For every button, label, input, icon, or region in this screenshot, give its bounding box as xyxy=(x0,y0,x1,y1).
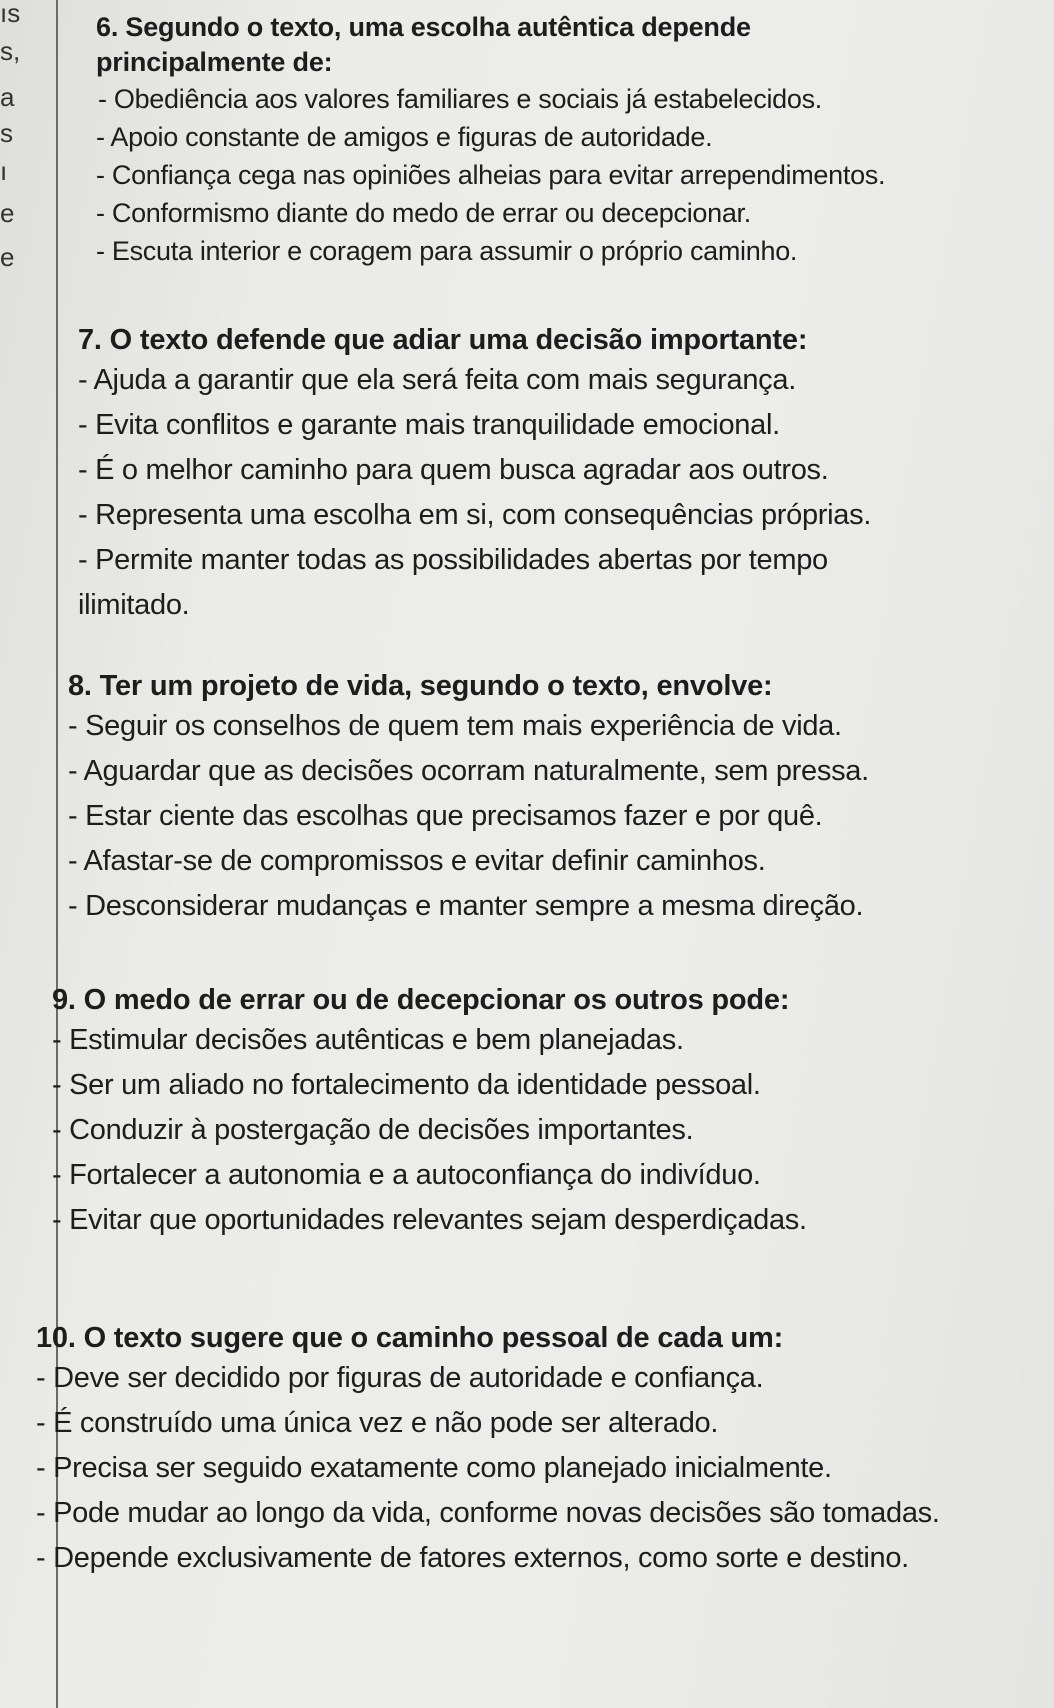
answer-option: - Depende exclusivamente de fatores externos, como sorte e destino. xyxy=(36,1542,909,1574)
answer-option: - Evitar que oportunidades relevantes sejam desperdiçadas. xyxy=(52,1204,807,1236)
question-title: 10. O texto sugere que o caminho pessoal de cada um: xyxy=(36,1322,784,1354)
answer-option: - Deve ser decidido por figuras de autoridade e confiança. xyxy=(36,1362,764,1394)
question-title: 6. Segundo o texto, uma escolha autêntica depende principalmente de: xyxy=(96,12,751,77)
question-8 xyxy=(0,668,998,929)
answer-option: - Aguardar que as decisões ocorram naturalmente, sem pressa. xyxy=(68,755,869,787)
answer-option: - Precisa ser seguido exatamente como planejado inicialmente. xyxy=(36,1452,832,1484)
answer-option: - Permite manter todas as possibilidades abertas por tempo ilimitado. xyxy=(78,544,828,621)
question-10 xyxy=(0,1320,1026,1581)
answer-option: - Ajuda a garantir que ela será feita com mais segurança. xyxy=(78,364,796,396)
answer-option: - Escuta interior e coragem para assumir o próprio caminho. xyxy=(96,236,798,266)
margin-fragment: a xyxy=(0,82,15,112)
margin-fragment: e xyxy=(0,242,15,272)
answer-option: - Seguir os conselhos de quem tem mais experiência de vida. xyxy=(68,710,842,742)
answer-option: - É construído uma única vez e não pode ser alterado. xyxy=(36,1407,719,1439)
margin-fragment: s xyxy=(0,118,13,148)
answer-option: - Desconsiderar mudanças e manter sempre a mesma direção. xyxy=(68,890,864,922)
answer-option: - Apoio constante de amigos e figuras de autoridade. xyxy=(96,122,713,152)
answer-option: - Obediência aos valores familiares e sociais já estabelecidos. xyxy=(98,84,822,114)
answer-option: - Estimular decisões autênticas e bem planejadas. xyxy=(52,1024,684,1056)
answer-option: - Afastar-se de compromissos e evitar definir caminhos. xyxy=(68,845,766,877)
answer-option: - É o melhor caminho para quem busca agradar aos outros. xyxy=(78,454,829,486)
margin-fragment: ı xyxy=(0,156,8,186)
answer-option: - Representa uma escolha em si, com consequências próprias. xyxy=(78,499,872,531)
margin-fragment: s, xyxy=(0,36,21,66)
question-title: 7. O texto defende que adiar uma decisão importante: xyxy=(78,324,808,356)
question-title: 9. O medo de errar ou de decepcionar os outros pode: xyxy=(52,984,790,1016)
question-title: 8. Ter um projeto de vida, segundo o texto, envolve: xyxy=(68,670,773,702)
answer-option: - Fortalecer a autonomia e a autoconfiança do indivíduo. xyxy=(52,1159,761,1191)
answer-option: - Ser um aliado no fortalecimento da identidade pessoal. xyxy=(52,1069,761,1101)
answer-option: - Conformismo diante do medo de errar ou decepcionar. xyxy=(96,198,751,228)
answer-option: - Estar ciente das escolhas que precisamos fazer e por quê. xyxy=(68,800,823,832)
question-7 xyxy=(0,322,978,628)
answer-option: - Conduzir à postergação de decisões importantes. xyxy=(52,1114,694,1146)
answer-option: - Evita conflitos e garante mais tranquilidade emocional. xyxy=(78,409,780,441)
margin-fragment: ıs xyxy=(0,0,21,28)
answer-option: - Pode mudar ao longo da vida, conforme novas decisões são tomadas. xyxy=(36,1497,940,1529)
question-6 xyxy=(0,10,1046,270)
answer-option: - Confiança cega nas opiniões alheias para evitar arrependimentos. xyxy=(96,160,886,190)
margin-fragment: e xyxy=(0,198,15,228)
question-9 xyxy=(0,982,1012,1243)
